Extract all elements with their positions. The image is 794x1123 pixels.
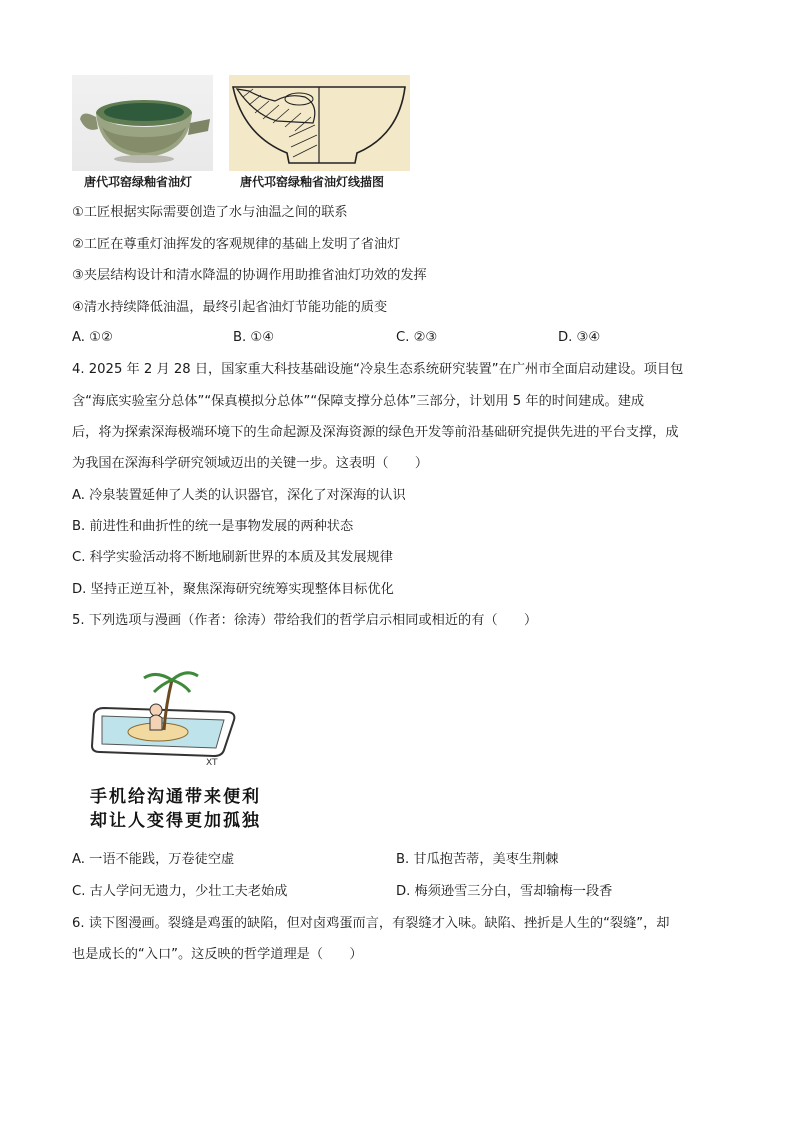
q4-option-b: B. 前进性和曲折性的统一是事物发展的两种状态 (72, 519, 354, 534)
q5-stem: 5. 下列选项与漫画（作者：徐涛）带给我们的哲学启示相同或相近的有（ ） (72, 613, 538, 628)
q5-option-b: B. 甘瓜抱苦蒂，美枣生荆棘 (396, 852, 559, 867)
q4-stem-line-4: 为我国在深海科学研究领域迈出的关键一步。这表明（ ） (72, 456, 429, 471)
cartoon-caption-line-2: 却让人变得更加孤独 (90, 811, 261, 831)
q4-option-c: C. 科学实验活动将不断地刷新世界的本质及其发展规律 (72, 550, 393, 565)
q4-stem-line-1: 4. 2025 年 2 月 28 日，国家重大科技基础设施“冷泉生态系统研究装置”在广州市全面启动建设。项目包 (72, 362, 684, 377)
q5-option-a: A. 一语不能践，万卷徒空虚 (72, 852, 235, 867)
q3-option-b: B. ①④ (233, 330, 275, 345)
q6-stem-line-2: 也是成长的“入口”。这反映的哲学道理是（ ） (72, 947, 363, 962)
q3-option-c: C. ②③ (396, 330, 438, 345)
q3-statement-1: ①工匠根据实际需要创造了水与油温之间的联系 (72, 205, 348, 220)
q3-statement-4: ④清水持续降低油温，最终引起省油灯节能功能的质变 (72, 300, 388, 315)
q3-statement-2: ②工匠在尊重灯油挥发的客观规律的基础上发明了省油灯 (72, 237, 401, 252)
q4-option-d: D. 坚持正逆互补，聚焦深海研究统筹实现整体目标优化 (72, 582, 394, 597)
q4-stem-line-3: 后，将为探索深海极端环境下的生命起源及深海资源的绿色开发等前沿基础研究提供先进的平台支撑，成 (72, 425, 679, 440)
cartoon-signature: XT (206, 758, 218, 768)
q5-option-d: D. 梅须逊雪三分白，雪却输梅一段香 (396, 884, 613, 899)
cartoon-caption-line-1: 手机给沟通带来便利 (90, 787, 261, 807)
q6-stem-line-1: 6. 读下图漫画。裂缝是鸡蛋的缺陷，但对卤鸡蛋而言，有裂缝才入味。缺陷、挫折是人生的“裂缝”，却 (72, 916, 670, 931)
q3-statement-3: ③夹层结构设计和清水降温的协调作用助推省油灯功效的发挥 (72, 268, 427, 283)
q4-stem-line-2: 含“海底实验室分总体”“保真模拟分总体”“保障支撑分总体”三部分，计划用 5 年的时间建成。建成 (72, 394, 645, 409)
lamp-drawing-caption: 唐代邛窑绿釉省油灯线描图 (240, 175, 385, 189)
q3-option-a: A. ①② (72, 330, 113, 345)
q4-option-a: A. 冷泉装置延伸了人类的认识器官，深化了对深海的认识 (72, 488, 406, 503)
lamp-photo-caption: 唐代邛窑绿釉省油灯 (84, 175, 193, 189)
q3-option-d: D. ③④ (558, 330, 601, 345)
q5-option-c: C. 古人学问无遗力，少壮工夫老始成 (72, 884, 288, 899)
lamp-photo (72, 75, 213, 171)
lamp-line-drawing (229, 75, 410, 171)
phone-island-cartoon (86, 660, 246, 770)
